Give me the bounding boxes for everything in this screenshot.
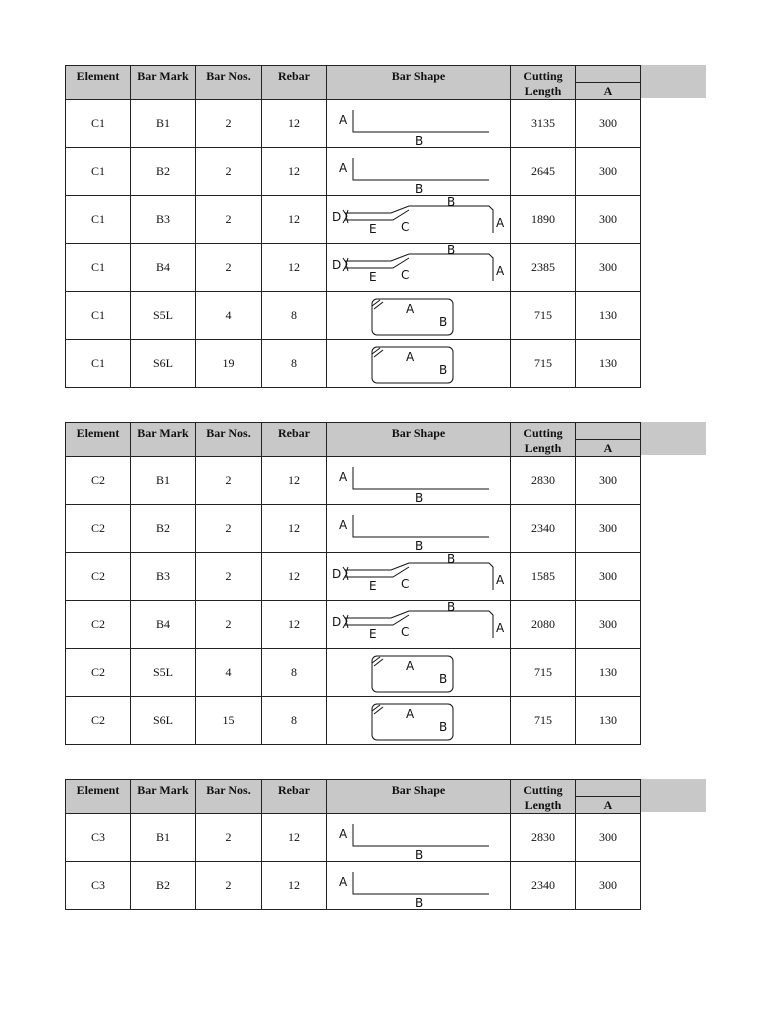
element-header: Element <box>66 66 131 100</box>
cutting-length-header: Cutting Length <box>511 66 576 100</box>
rebar-cell: 8 <box>262 697 327 745</box>
bar-mark-header: Bar Mark <box>131 423 196 457</box>
dim-label-b: B <box>415 134 424 147</box>
bar-shape-crank-diagram <box>327 601 510 648</box>
bar-mark-cell: S5L <box>131 649 196 697</box>
bar-shape-header: Bar Shape <box>327 780 511 814</box>
bar-shape-cell <box>327 196 511 244</box>
cutting-length-cell: 715 <box>511 292 576 340</box>
bar-nos-cell: 2 <box>196 553 262 601</box>
element-cell: C1 <box>66 340 131 388</box>
dimension-group-header <box>576 780 641 797</box>
element-cell: C3 <box>66 862 131 910</box>
bar-shape-cell <box>327 244 511 292</box>
dim-label-b: B <box>447 196 456 209</box>
cutting-length-cell: 2340 <box>511 862 576 910</box>
dimension-group-header <box>576 66 641 83</box>
table-row <box>66 457 641 505</box>
dim-a-cell: 130 <box>576 649 641 697</box>
element-cell: C1 <box>66 292 131 340</box>
dim-label-a: A <box>496 621 505 635</box>
dim-a-cell: 130 <box>576 292 641 340</box>
dim-label-e: E <box>369 270 377 284</box>
element-cell: C2 <box>66 649 131 697</box>
dim-label-a: A <box>406 350 415 364</box>
cutting-length-cell: 715 <box>511 340 576 388</box>
dim-label-c: C <box>401 625 410 639</box>
cutting-length-cell: 2385 <box>511 244 576 292</box>
dim-a-cell: 300 <box>576 862 641 910</box>
dim-label-c: C <box>401 577 410 591</box>
bar-schedule-table <box>65 422 641 745</box>
dim-label-b: B <box>439 363 448 377</box>
bar-shape-cell <box>327 649 511 697</box>
element-cell: C1 <box>66 196 131 244</box>
bar-mark-cell: B3 <box>131 196 196 244</box>
dim-a-cell: 300 <box>576 553 641 601</box>
element-cell: C1 <box>66 244 131 292</box>
cutting-length-header: Cutting Length <box>511 423 576 457</box>
table-row <box>66 292 641 340</box>
l-bar-line <box>353 824 489 846</box>
cutting-length-cell: 2830 <box>511 814 576 862</box>
cranked-bar-lower-line <box>345 210 409 220</box>
bar-mark-cell: B2 <box>131 862 196 910</box>
bar-shape-crank-diagram <box>327 196 510 243</box>
dim-label-b: B <box>439 315 448 329</box>
bar-nos-cell: 15 <box>196 697 262 745</box>
dim-a-cell: 300 <box>576 505 641 553</box>
bar-shape-L-diagram <box>327 148 510 195</box>
bar-shape-crank-diagram <box>327 244 510 291</box>
dim-label-e: E <box>369 222 377 236</box>
bar-shape-stirrup-diagram <box>327 340 510 387</box>
bar-shape-cell <box>327 862 511 910</box>
bar-nos-cell: 4 <box>196 649 262 697</box>
dim-label-a: A <box>406 707 415 721</box>
bar-shape-cell <box>327 553 511 601</box>
dim-a-cell: 300 <box>576 814 641 862</box>
bar-mark-cell: B3 <box>131 553 196 601</box>
element-header: Element <box>66 423 131 457</box>
cutting-length-header: Cutting Length <box>511 780 576 814</box>
bar-shape-L-diagram <box>327 862 510 909</box>
bar-mark-cell: B1 <box>131 100 196 148</box>
bar-shape-header: Bar Shape <box>327 66 511 100</box>
bar-shape-stirrup-diagram <box>327 649 510 696</box>
dim-label-a: A <box>339 827 348 841</box>
bar-schedule-table <box>65 65 641 388</box>
l-bar-line <box>353 872 489 894</box>
dim-label-d: D <box>332 615 342 629</box>
dim-label-b: B <box>415 848 424 861</box>
element-cell: C1 <box>66 100 131 148</box>
dim-label-b: B <box>439 720 448 734</box>
dim-label-a: A <box>496 216 505 230</box>
dim-label-b: B <box>447 601 456 614</box>
bar-mark-cell: B1 <box>131 814 196 862</box>
dim-label-b: B <box>447 244 456 257</box>
l-bar-line <box>353 158 489 180</box>
bar-shape-cell <box>327 601 511 649</box>
header-row <box>66 423 641 440</box>
bar-shape-crank-diagram <box>327 553 510 600</box>
bar-nos-cell: 2 <box>196 244 262 292</box>
dim-label-d: D <box>332 210 342 224</box>
bar-nos-cell: 2 <box>196 862 262 910</box>
cutting-length-cell: 1890 <box>511 196 576 244</box>
bar-mark-cell: B4 <box>131 244 196 292</box>
rebar-cell: 8 <box>262 292 327 340</box>
dim-label-b: B <box>415 491 424 504</box>
bar-shape-cell <box>327 814 511 862</box>
dim-label-b: B <box>439 672 448 686</box>
rebar-cell: 8 <box>262 649 327 697</box>
rebar-cell: 8 <box>262 340 327 388</box>
dim-label-c: C <box>401 220 410 234</box>
header-row <box>66 780 641 797</box>
dim-a-cell: 130 <box>576 697 641 745</box>
schedule-table-1 <box>65 65 641 388</box>
rebar-header: Rebar <box>262 423 327 457</box>
dim-a-header: A <box>576 440 641 457</box>
rebar-cell: 12 <box>262 148 327 196</box>
element-cell: C2 <box>66 457 131 505</box>
rebar-cell: 12 <box>262 505 327 553</box>
bar-mark-cell: B2 <box>131 505 196 553</box>
bar-mark-cell: B1 <box>131 457 196 505</box>
bar-nos-cell: 2 <box>196 601 262 649</box>
bar-nos-cell: 2 <box>196 196 262 244</box>
dim-label-e: E <box>369 579 377 593</box>
cutting-length-cell: 715 <box>511 649 576 697</box>
dimension-group-header <box>576 423 641 440</box>
dim-label-d: D <box>332 567 342 581</box>
header-row <box>66 66 641 83</box>
bar-shape-stirrup-diagram <box>327 697 510 744</box>
cranked-bar-lower-line <box>345 258 409 268</box>
dim-label-a: A <box>339 875 348 889</box>
rebar-cell: 12 <box>262 100 327 148</box>
rebar-cell: 12 <box>262 196 327 244</box>
dim-label-b: B <box>415 182 424 195</box>
rebar-cell: 12 <box>262 862 327 910</box>
dim-label-a: A <box>339 113 348 127</box>
bar-nos-header: Bar Nos. <box>196 66 262 100</box>
cutting-length-cell: 2830 <box>511 457 576 505</box>
bar-shape-header: Bar Shape <box>327 423 511 457</box>
element-cell: C3 <box>66 814 131 862</box>
rebar-header: Rebar <box>262 66 327 100</box>
bar-shape-cell <box>327 505 511 553</box>
element-cell: C2 <box>66 505 131 553</box>
table-row <box>66 100 641 148</box>
bar-nos-header: Bar Nos. <box>196 423 262 457</box>
dim-label-b: B <box>415 896 424 909</box>
dim-a-cell: 300 <box>576 196 641 244</box>
l-bar-line <box>353 110 489 132</box>
bar-shape-cell <box>327 148 511 196</box>
rebar-cell: 12 <box>262 553 327 601</box>
bar-nos-cell: 2 <box>196 814 262 862</box>
l-bar-line <box>353 515 489 537</box>
dim-a-cell: 300 <box>576 457 641 505</box>
rebar-cell: 12 <box>262 457 327 505</box>
element-cell: C2 <box>66 553 131 601</box>
table-row <box>66 601 641 649</box>
bar-shape-L-diagram <box>327 457 510 504</box>
cutting-length-cell: 2340 <box>511 505 576 553</box>
dim-a-cell: 300 <box>576 244 641 292</box>
bar-nos-header: Bar Nos. <box>196 780 262 814</box>
table-row <box>66 505 641 553</box>
cutting-length-cell: 2080 <box>511 601 576 649</box>
l-bar-line <box>353 467 489 489</box>
bar-shape-cell <box>327 100 511 148</box>
bar-nos-cell: 2 <box>196 100 262 148</box>
bar-nos-cell: 4 <box>196 292 262 340</box>
bar-nos-cell: 2 <box>196 148 262 196</box>
dim-label-b: B <box>447 553 456 566</box>
dim-label-e: E <box>369 627 377 641</box>
bar-nos-cell: 19 <box>196 340 262 388</box>
dim-label-a: A <box>339 518 348 532</box>
table-row <box>66 697 641 745</box>
cutting-length-cell: 2645 <box>511 148 576 196</box>
bar-shape-stirrup-diagram <box>327 292 510 339</box>
dim-label-d: D <box>332 258 342 272</box>
dim-label-a: A <box>496 264 505 278</box>
dim-label-a: A <box>496 573 505 587</box>
dim-label-a: A <box>339 470 348 484</box>
dim-label-c: C <box>401 268 410 282</box>
dim-a-header: A <box>576 83 641 100</box>
bar-shape-cell <box>327 292 511 340</box>
cranked-bar-lower-line <box>345 567 409 577</box>
dim-a-cell: 300 <box>576 148 641 196</box>
cranked-bar-lower-line <box>345 615 409 625</box>
cutting-length-cell: 715 <box>511 697 576 745</box>
dim-label-b: B <box>415 539 424 552</box>
bar-shape-cell <box>327 457 511 505</box>
schedule-table-2 <box>65 422 641 745</box>
rebar-header: Rebar <box>262 780 327 814</box>
dim-a-cell: 130 <box>576 340 641 388</box>
table-row <box>66 244 641 292</box>
bar-shape-L-diagram <box>327 505 510 552</box>
bar-mark-cell: B2 <box>131 148 196 196</box>
dim-a-header: A <box>576 797 641 814</box>
bar-mark-cell: B4 <box>131 601 196 649</box>
dim-label-a: A <box>406 659 415 673</box>
cutting-length-cell: 1585 <box>511 553 576 601</box>
bar-mark-header: Bar Mark <box>131 66 196 100</box>
bar-mark-cell: S6L <box>131 340 196 388</box>
dim-label-a: A <box>406 302 415 316</box>
table-row <box>66 814 641 862</box>
bar-shape-L-diagram <box>327 100 510 147</box>
bar-nos-cell: 2 <box>196 457 262 505</box>
bar-mark-header: Bar Mark <box>131 780 196 814</box>
table-row <box>66 553 641 601</box>
element-header: Element <box>66 780 131 814</box>
element-cell: C2 <box>66 601 131 649</box>
schedule-table-3 <box>65 779 641 910</box>
table-row <box>66 196 641 244</box>
rebar-cell: 12 <box>262 244 327 292</box>
bar-nos-cell: 2 <box>196 505 262 553</box>
bar-mark-cell: S6L <box>131 697 196 745</box>
table-row <box>66 649 641 697</box>
dim-label-a: A <box>339 161 348 175</box>
element-cell: C2 <box>66 697 131 745</box>
dim-a-cell: 300 <box>576 601 641 649</box>
rebar-cell: 12 <box>262 601 327 649</box>
table-row <box>66 148 641 196</box>
bar-shape-cell <box>327 697 511 745</box>
bar-schedule-table <box>65 779 641 910</box>
bar-shape-cell <box>327 340 511 388</box>
table-row <box>66 862 641 910</box>
bar-shape-L-diagram <box>327 814 510 861</box>
dim-a-cell: 300 <box>576 100 641 148</box>
element-cell: C1 <box>66 148 131 196</box>
bar-mark-cell: S5L <box>131 292 196 340</box>
cutting-length-cell: 3135 <box>511 100 576 148</box>
table-row <box>66 340 641 388</box>
rebar-cell: 12 <box>262 814 327 862</box>
